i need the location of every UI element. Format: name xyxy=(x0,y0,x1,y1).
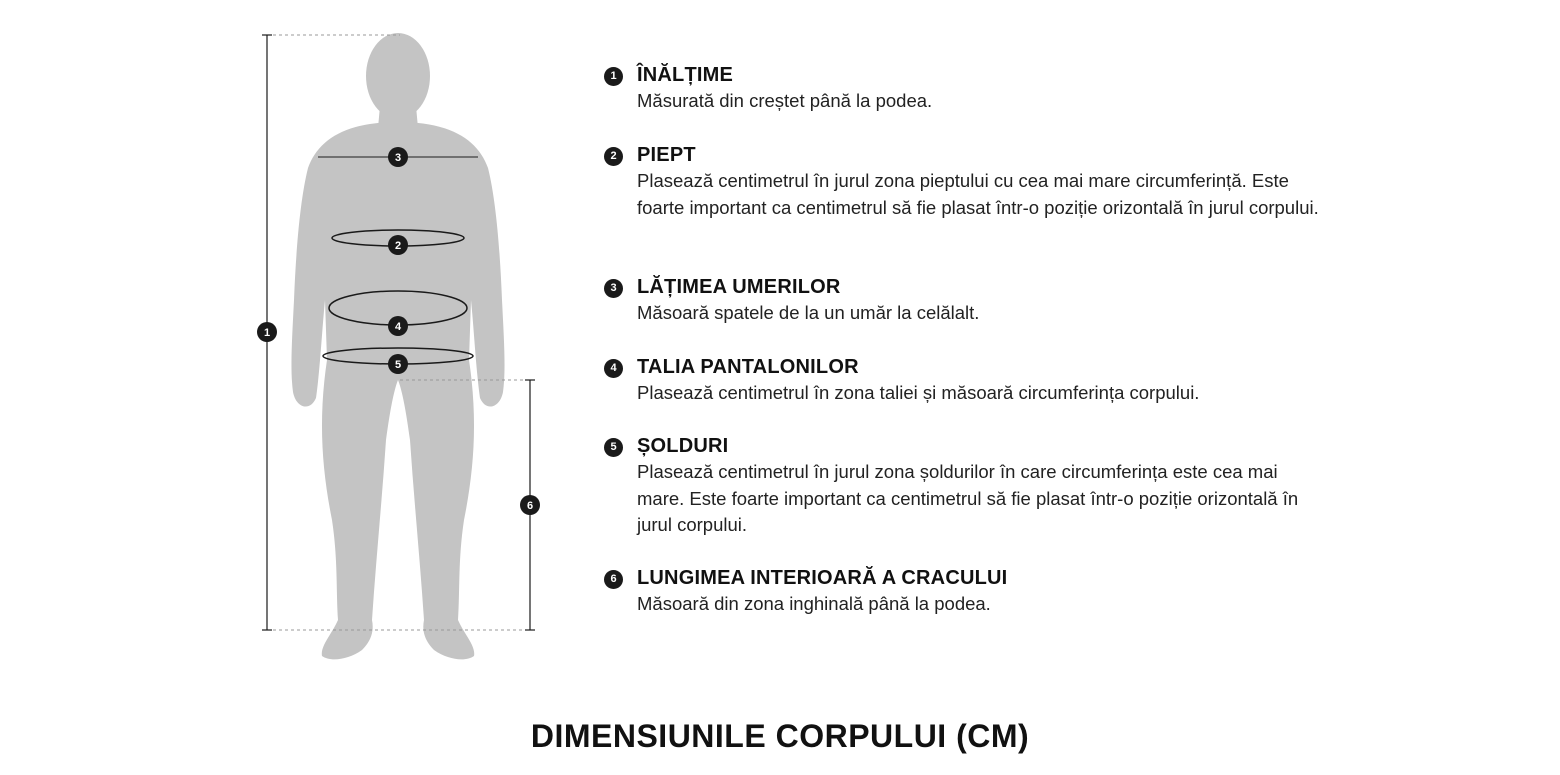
legend-desc-chest: Plasează centimetrul în jurul zona pieptului cu cea mai mare circumferință. Este foarte important ca centimetrul să fie plasat într-o poziție orizontală în jurul corpului. xyxy=(637,170,1319,218)
legend-desc-hips: Plasează centimetrul în jurul zona șoldurilor în care circumferința este cea mai mare. Este foarte important ca centimetrul să fie plasat într-o poziție orizontală în jurul corpului. xyxy=(637,461,1299,535)
body-silhouette xyxy=(291,33,504,659)
badge-6 xyxy=(520,495,540,515)
legend-title-height: ÎNĂLȚIME xyxy=(637,64,734,86)
legend-entry-chest xyxy=(604,142,1324,274)
legend-entry-height xyxy=(604,62,1324,142)
legend-title-hips: ȘOLDURI xyxy=(637,435,729,457)
page-title: DIMENSIUNILE CORPULUI (CM) xyxy=(530,718,1030,754)
legend-entry-inseam xyxy=(604,565,1324,625)
legend-entry-hips xyxy=(604,433,1324,565)
badge-2 xyxy=(388,235,408,255)
legend-desc-waist: Plasează centimetrul în zona taliei și măsoară circumferința corpului. xyxy=(637,382,1200,403)
badge-4 xyxy=(388,316,408,336)
badge-5-label: 5 xyxy=(394,359,402,371)
legend-title-shoulders: LĂȚIMEA UMERILOR xyxy=(637,276,841,298)
badge-4-label: 4 xyxy=(394,321,402,333)
badge-5 xyxy=(388,354,408,374)
legend-title-waist: TALIA PANTALONILOR xyxy=(637,356,859,378)
badge-1-label: 1 xyxy=(263,327,271,339)
measurement-legend xyxy=(604,62,1324,625)
legend-number-4: 4 xyxy=(604,359,623,378)
legend-entry-shoulders xyxy=(604,274,1324,354)
badge-3-label: 3 xyxy=(394,152,402,164)
badge-2-label: 2 xyxy=(394,240,402,252)
legend-desc-inseam: Măsoară din zona inghinală până la podea. xyxy=(637,593,991,614)
badge-6-label: 6 xyxy=(526,500,534,512)
legend-desc-shoulders: Măsoară spatele de la un umăr la celălalt. xyxy=(637,302,980,323)
legend-entry-waist xyxy=(604,354,1324,433)
legend-title-inseam: LUNGIMEA INTERIOARĂ A CRACULUI xyxy=(637,567,1008,589)
legend-number-3: 3 xyxy=(604,279,623,298)
badge-1 xyxy=(257,322,277,342)
badge-3 xyxy=(388,147,408,167)
legend-number-5: 5 xyxy=(604,438,623,457)
legend-title-chest: PIEPT xyxy=(637,144,696,166)
legend-number-1: 1 xyxy=(604,67,623,86)
legend-desc-height: Măsurată din creștet până la podea. xyxy=(637,90,933,111)
body-silhouette-diagram xyxy=(0,0,560,680)
legend-number-2: 2 xyxy=(604,147,623,166)
legend-number-6: 6 xyxy=(604,570,623,589)
